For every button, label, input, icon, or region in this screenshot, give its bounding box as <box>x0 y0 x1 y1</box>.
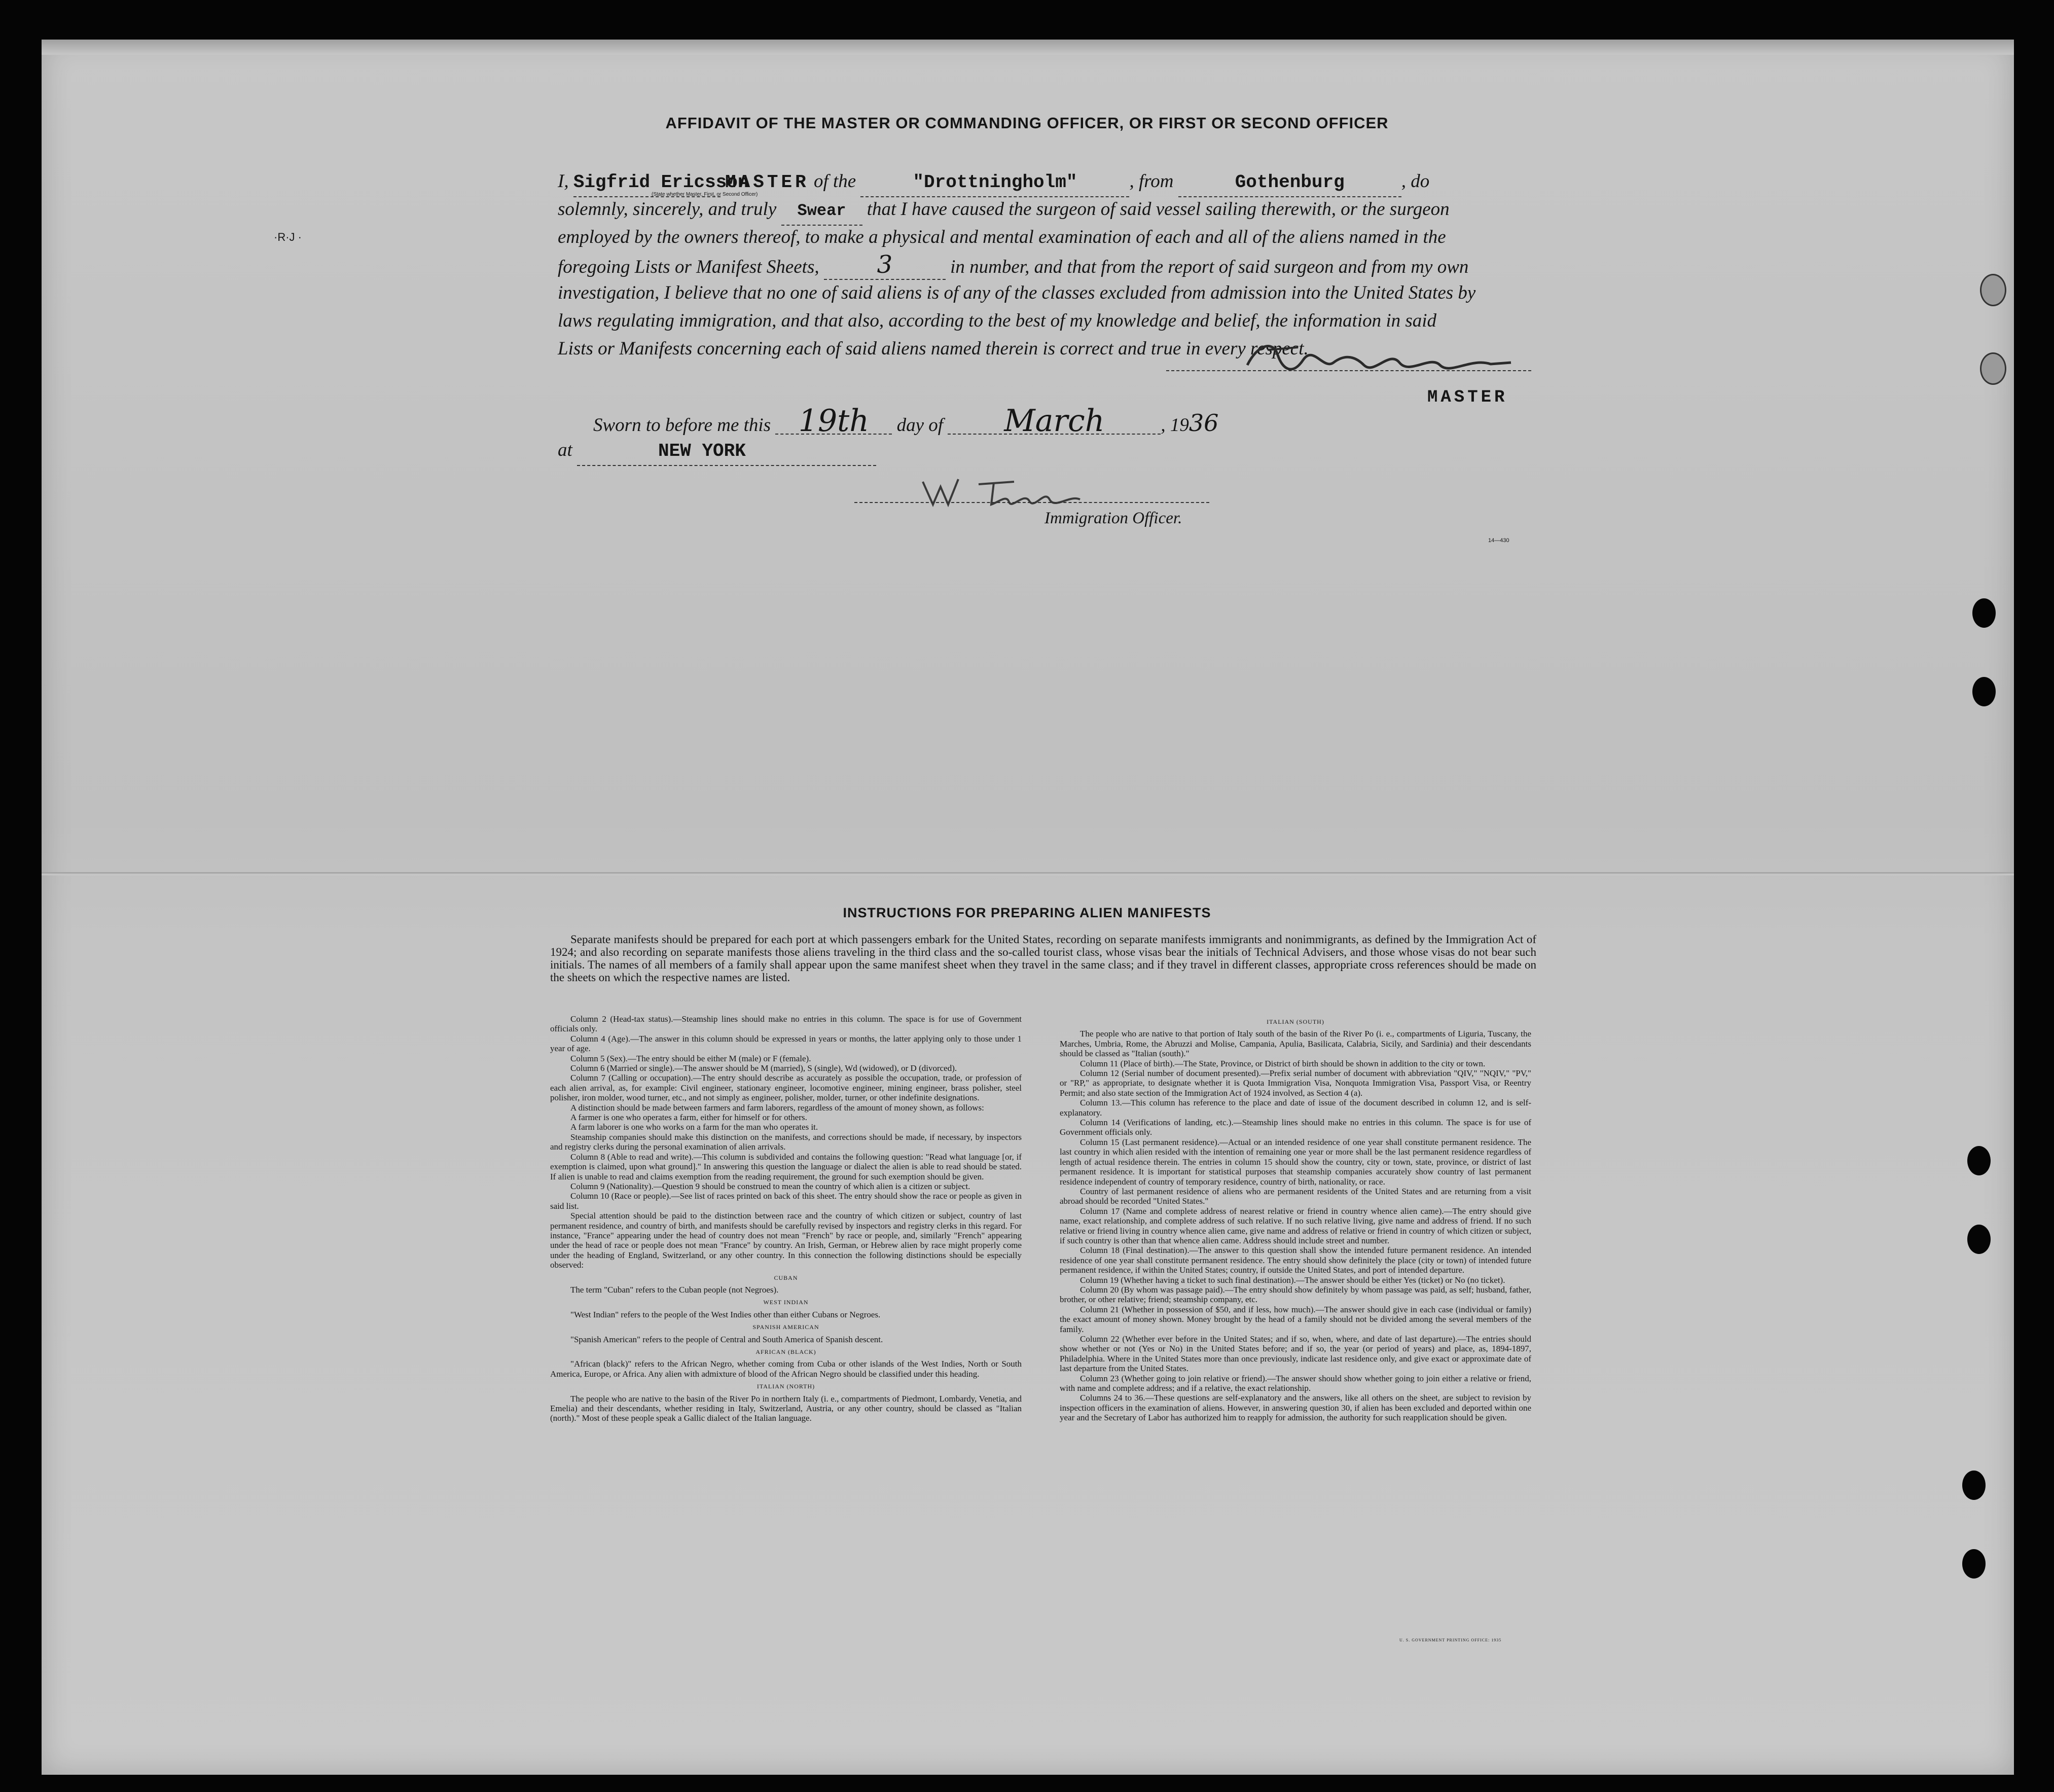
instruction-paragraph: The people who are native to the basin of the River Po in northern Italy (i. e., compartments of Piedmont, Lombardy, Venetia, and Emelia) and their descendants, whether residing in Italy, Switzerland, Austria, or any other country, should be classed as "Italian (north)." Most of these people speak a Gallic dialect of the Italian language. <box>550 1393 1022 1423</box>
instruction-paragraph: A distinction should be made between farmers and farm laborers, regardless of the amount of money shown, as follows: <box>570 1102 984 1113</box>
instructions-right-column <box>1060 1014 1531 1423</box>
instruction-paragraph: Column 12 (Serial number of document presented).—Prefix serial number of document with abbreviation "QIV," "NQIV," "PV," or "RP," as appropriate, to designate whether it is Quota Immigration Visa, Nonquota Immigration Visa, Passport Visa, or Reentry Permit; and also state section of the Immigration Act of 1924 involved, as Section 4 (a). <box>1060 1068 1531 1098</box>
instruction-paragraph: Column 17 (Name and complete address of nearest relative or friend in country whence alien came).—The entry should give name, exact relationship, and complete address of such relative. If no such relative living, give name and address of friend. If no such relative or friend living in country whence alien came, give name and address of relative or friend in country of which citizen or subject, if such country is other than that whence alien came. Address should include street and number. <box>1060 1206 1531 1245</box>
sheets-count-field: 3 <box>824 251 946 280</box>
instruction-paragraph: Column 19 (Whether having a ticket to such final destination).—The answer should be either Yes (ticket) or No (no ticket). <box>1080 1275 1505 1285</box>
instructions-title: INSTRUCTIONS FOR PREPARING ALIEN MANIFESTS <box>843 905 1211 920</box>
printer-imprint: U. S. GOVERNMENT PRINTING OFFICE: 1935 <box>1399 1638 1502 1642</box>
instruction-paragraph: Column 8 (Able to read and write).—This column is subdivided and contains the following question: "Read what language [or, if exemption is claimed, upon what ground]." In answering this question the language or dialect the alien is able to read should be stated. If alien is unable to read and claims exemption from the reading requirement, the ground for such exemption should be given. <box>550 1152 1022 1181</box>
affidavit-line-2-a: solemnly, sincerely, and truly <box>558 199 777 220</box>
master-signature <box>1237 335 1521 385</box>
instruction-paragraph: "West Indian" refers to the people of the West Indies other than either Cubans or Negroes. <box>570 1309 881 1319</box>
port-field: Gothenburg <box>1178 168 1401 197</box>
section-heading: ITALIAN (SOUTH) <box>1267 1018 1324 1025</box>
affidavit-line-5: investigation, I believe that no one of said aliens is of any of the classes excluded from admission into the United States by <box>558 282 1476 303</box>
at-place-field: NEW YORK <box>577 437 876 466</box>
instruction-paragraph: Column 4 (Age).—The answer in this column should be expressed in years or months, the latter applying only to those under 1 year of age. <box>550 1033 1022 1054</box>
instruction-paragraph: Column 20 (By whom was passage paid).—The entry should show definitely by whom passage was paid, as self; husband, father, brother, or other relative; friend; steamship company, etc. <box>1060 1284 1531 1305</box>
instruction-paragraph: Special attention should be paid to the distinction between race and the country of which citizen or subject, country of last permanent residence, and country of birth, and manifests should be carefully revised by inspectors and registry clerks in this regard. For instance, "France" appearing under the head of country does not mean "French" by race or people, and, similarly "French" appearing under the head of race or people does not mean "France" by country. An Irish, German, or Hebrew alien by race might properly come under the heading of England, Switzerland, or any other country. In this connection the following distinctions should be especially observed: <box>550 1211 1022 1270</box>
sworn-line <box>593 403 1354 439</box>
instruction-paragraph: Column 5 (Sex).—The entry should be either M (male) or F (female). <box>570 1053 811 1063</box>
instruction-paragraph: The people who are native to that portion of Italy south of the basin of the River Po (i. e., compartments of Liguria, Tuscany, the Marches, Umbria, Rome, the Abruzzi and Molise, Campania, Apulia, Basilicata, Calabria, Sicily, and Sardinia) and their descendants should be classed as "Italian (south)." <box>1060 1029 1531 1059</box>
instruction-paragraph: Country of last permanent residence of aliens who are permanent residents of the United States and are returning from a visit abroad should be recorded "United States." <box>1060 1186 1531 1206</box>
instruction-paragraph: Column 7 (Calling or occupation).—The entry should describe as accurately as possible the occupation, trade, or profession of each alien arrival, as, for example: Civil engineer, stationary engineer, locomotive engineer, mining engineer, brass polisher, steel polisher, iron molder, wood turner, etc., and not simply as engineer, polisher, molder, turner, or other indefinite designations. <box>550 1073 1022 1103</box>
instructions-left-column <box>550 1014 1022 1423</box>
officer-label: Immigration Officer. <box>1044 509 1182 527</box>
instructions-intro <box>550 933 1536 984</box>
instruction-paragraph: Columns 24 to 36.—These questions are self-explanatory and the answers, like all others on the sheet, are subject to revision by inspection officers in the examination of aliens. However, in answering question 30, if alien has been excluded and deported within one year and the Secretary of Labor has authorized him to reapply for admission, the authority for such reapplication should be given. <box>1060 1393 1531 1423</box>
instruction-paragraph: Column 6 (Married or single).—The answer should be M (married), S (single), Wd (widowed), or D (divorced). <box>570 1063 957 1073</box>
signature-title: MASTER <box>1427 388 1508 407</box>
intro-text: Separate manifests should be prepared for each port at which passengers embark for the United States, recording on separate manifests immigrants and nonimmigrants, as defined by the Immigration Act of 1924; and also recording on separate manifests those aliens traveling in the third class and the so-called tourist class, whose visas bear the initials of Technical Advisers, and those whose visas do not bear such initials. The names of all members of a family shall appear upon the same manifest sheet when they travel in the same class; and if they travel in different classes, appropriate cross references should be made on the sheets on which the respective names are listed. <box>550 933 1536 984</box>
of-the-label: of the <box>813 171 856 192</box>
punch-hole <box>1962 1549 1986 1579</box>
from-label: from <box>1138 171 1174 192</box>
affidavit-line-1: I, Sigfrid Ericsson MASTER of the "Drottningholm" , from Gothenburg , do <box>558 167 1552 197</box>
affidavit-line-2-b: that I have caused the surgeon of said vessel sailing therewith, or the surgeon <box>867 199 1450 220</box>
sworn-day-field: 19th <box>775 408 892 435</box>
affidavit-title: AFFIDAVIT OF THE MASTER OR COMMANDING OFFICER, OR FIRST OR SECOND OFFICER <box>665 114 1389 132</box>
day-of-label: day of <box>896 415 944 436</box>
affidavit-line-4-a: foregoing Lists or Manifest Sheets, <box>558 257 819 277</box>
sworn-year-field: 36 <box>1188 409 1219 437</box>
sworn-month-field: March <box>948 408 1161 435</box>
punch-hole <box>1972 598 1996 628</box>
punch-hole <box>1967 1225 1991 1254</box>
instruction-paragraph: The term "Cuban" refers to the Cuban people (not Negroes). <box>570 1284 779 1295</box>
punch-hole <box>1980 274 2006 306</box>
affidavit-line-4 <box>558 251 1552 281</box>
vessel-name-field: "Drottningholm" <box>860 168 1129 197</box>
instruction-paragraph: Column 21 (Whether in possession of $50, and if less, how much).—The answer should give in each case (individual or family) the exact amount of money shown. Money brought by the head of a family should not be divided among the several members of the family. <box>1060 1304 1531 1334</box>
instruction-paragraph: Column 2 (Head-tax status).—Steamship lines should make no entries in this column. The space is for use of Government officials only. <box>550 1014 1022 1034</box>
oath-field: Swear <box>781 197 862 226</box>
instruction-paragraph: Column 15 (Last permanent residence).—Actual or an intended residence of one year shall constitute permanent residence. The last country in which alien resided with the intention of remaining one year or more shall be the last permanent residence regardless of length of actual residence therein. The entries in column 15 should show the country, city or town, state, province, or district of last permanent residence. It is important for statistical purposes that steamship companies accurately show country of last permanent residence independent of country of temporary residence, country of birth, nationality, or race. <box>1060 1137 1531 1187</box>
affidavit-line-2 <box>558 195 1552 226</box>
signature-line <box>1166 370 1531 371</box>
instruction-paragraph: Column 22 (Whether ever before in the United States; and if so, when, where, and date of last departure).—The entries should show whether or not (Yes or No) in the United States before; and if so, the year (or period of years) and place, as, 1894-1897, Philadelphia. Where in the United States more than once previously, indicate last residence only, and give exact or approximate date of last departure from the United States. <box>1060 1334 1531 1374</box>
punch-hole <box>1972 677 1996 706</box>
affidavit-line-6: laws regulating immigration, and that also, according to the best of my knowledge and belief, the information in said <box>558 310 1437 331</box>
section-heading: CUBAN <box>774 1274 798 1281</box>
instruction-paragraph: Column 18 (Final destination).—The answer to this question shall show the intended future permanent residence. An intended residence of one year shall constitute permanent residence. The entry should show definitely the place (city or town) of intended future permanent residence, if within the United States; country, if outside the United States, and port of intended departure. <box>1060 1245 1531 1275</box>
master-name-field: Sigfrid Ericsson <box>573 168 720 197</box>
instruction-paragraph: A farmer is one who operates a farm, either for himself or for others. <box>570 1113 807 1123</box>
form-number: 14—430 <box>1488 537 1509 544</box>
instruction-paragraph: Steamship companies should make this distinction on the manifests, and corrections should be made, if necessary, by inspectors and registry clerks during the personal examination of alien arrivals. <box>550 1132 1022 1152</box>
rank-note: (State whether Master, First, or Second Officer) <box>652 192 758 197</box>
page-top-edge <box>42 40 2014 55</box>
instruction-paragraph: Column 14 (Verifications of landing, etc.).—Steamship lines should make no entries in this column. The space is for use of Government officials only. <box>1060 1118 1531 1137</box>
punch-hole <box>1980 352 2006 385</box>
section-heading: SPANISH AMERICAN <box>752 1323 819 1331</box>
at-label: at <box>558 440 572 460</box>
instruction-paragraph: "Spanish American" refers to the people of Central and South America of Spanish descent. <box>570 1334 883 1344</box>
section-heading: AFRICAN (BLACK) <box>755 1348 816 1355</box>
affidavit-pre-name: I, <box>558 171 569 192</box>
year-prefix: , 19 <box>1161 415 1189 436</box>
page-fold-line <box>42 872 2014 875</box>
instruction-paragraph: Column 9 (Nationality).—Question 9 should be construed to mean the country of which alien is a citizen or subject. <box>570 1181 970 1191</box>
instruction-paragraph: A farm laborer is one who works on a farm for the man who operates it. <box>570 1122 818 1132</box>
margin-mark: ·R·J · <box>274 231 302 243</box>
affidavit-line-7: Lists or Manifests concerning each of said aliens named therein is correct and true in every respect. <box>558 338 1309 359</box>
at-line <box>558 436 913 466</box>
do-label: do <box>1411 171 1430 192</box>
section-heading: ITALIAN (NORTH) <box>756 1383 815 1390</box>
affidavit-line-4-b: in number, and that from the report of said surgeon and from my own <box>950 257 1469 277</box>
instruction-paragraph: Column 11 (Place of birth).—The State, Province, or District of birth should be shown in addition to the city or town. <box>1080 1058 1486 1068</box>
instruction-paragraph: Column 13.—This column has reference to the place and date of issue of the document described in column 12, and is self-explanatory. <box>1060 1098 1531 1118</box>
officer-signature-line <box>854 502 1209 503</box>
sworn-label: Sworn to before me this <box>593 415 771 436</box>
instruction-paragraph: "African (black)" refers to the African Negro, whether coming from Cuba or other islands of the West Indies, North or South America, Europe, or Africa. Any alien with admixture of blood of the African Negro should be classified under this heading. <box>550 1359 1022 1379</box>
punch-hole <box>1967 1146 1991 1175</box>
instruction-paragraph: Column 23 (Whether going to join relative or friend).—The answer should show whether going to join either a relative or friend, with name and complete address; and if a relative, the exact relationship. <box>1060 1373 1531 1393</box>
punch-hole <box>1962 1471 1986 1500</box>
rank-field: MASTER <box>725 172 809 193</box>
section-heading: WEST INDIAN <box>763 1299 809 1306</box>
instruction-paragraph: Column 10 (Race or people).—See list of races printed on back of this sheet. The entry should show the race or people as given in said list. <box>550 1191 1022 1211</box>
affidavit-line-3: employed by the owners thereof, to make a physical and mental examination of each and all of the aliens named in the <box>558 227 1446 247</box>
